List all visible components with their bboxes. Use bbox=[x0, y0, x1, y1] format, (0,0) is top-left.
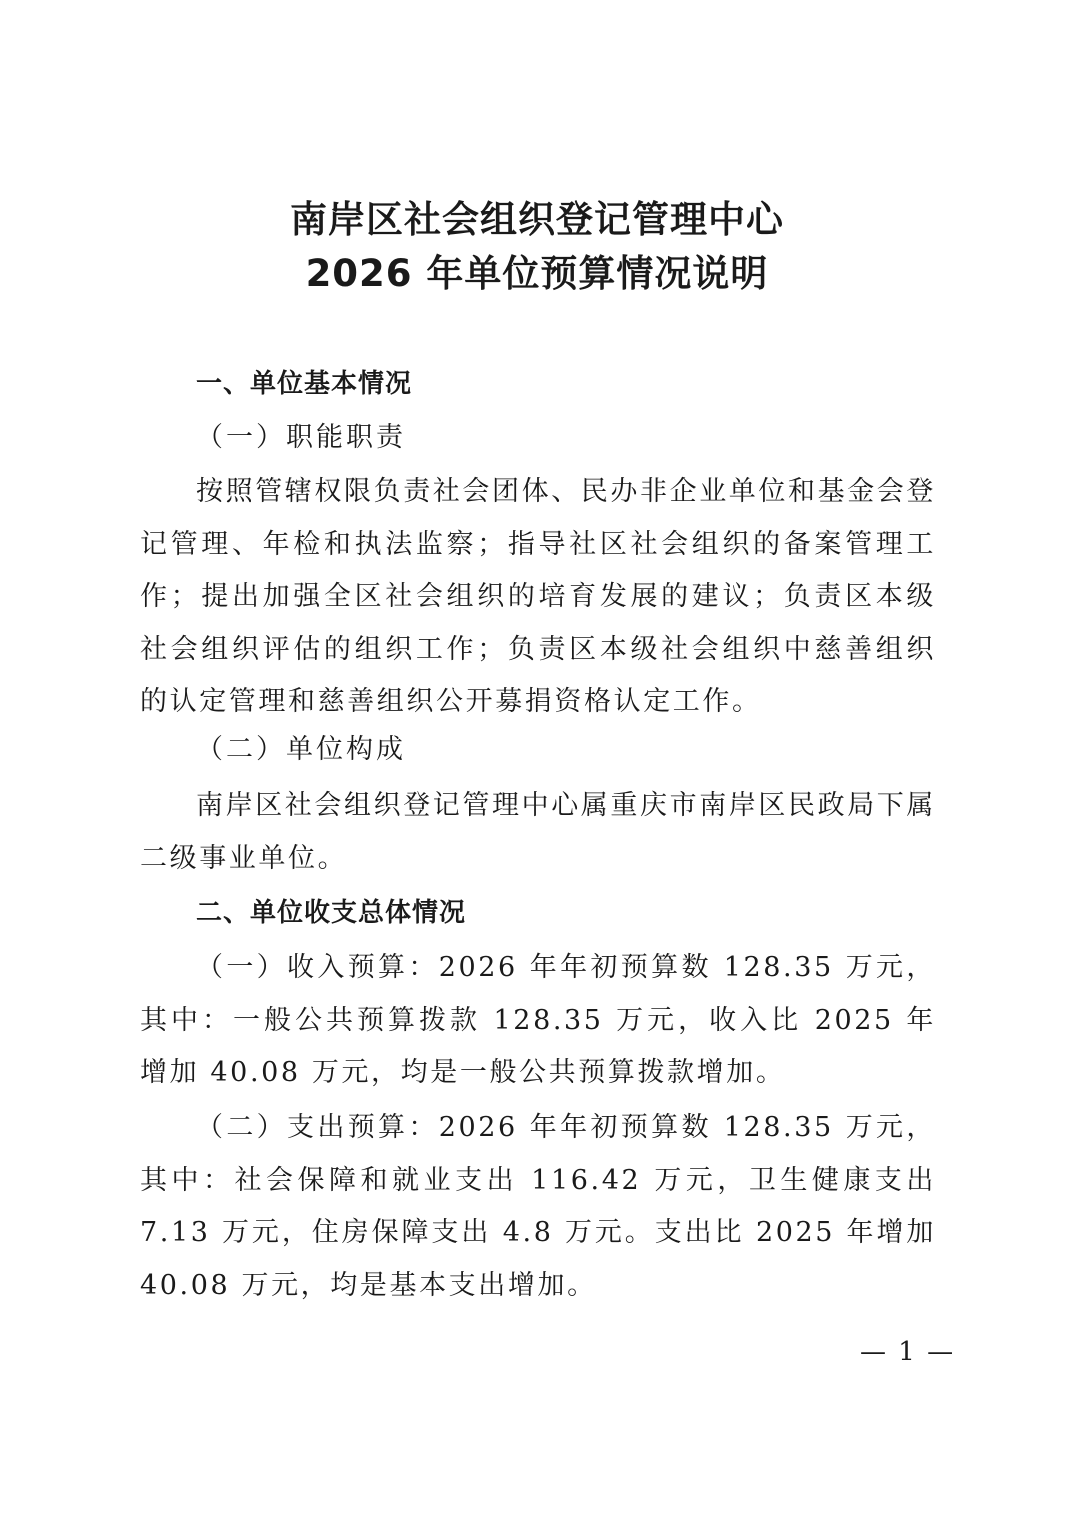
section2-expense-paragraph bbox=[140, 1102, 936, 1312]
document-title-line2: 2026 年单位预算情况说明 bbox=[305, 252, 769, 295]
income-label: （一）收入预算： bbox=[196, 952, 439, 983]
page-number: — 1 — bbox=[860, 1337, 956, 1367]
section2-heading: 二、单位收支总体情况 bbox=[196, 898, 467, 928]
section2-income-paragraph bbox=[140, 942, 936, 1100]
section1-sub1-paragraph: 按照管辖权限负责社会团体、民办非企业单位和基金会登记管理、年检和执法监察；指导社区社会组织的备案管理工作；提出加强全区社会组织的培育发展的建议；负责区本级社会组织评估的组织工作；负责区本级社会组织中慈善组织的认定管理和慈善组织公开募捐资格认定工作。 bbox=[140, 476, 936, 717]
section1-sub1-heading: （一）职能职责 bbox=[196, 422, 406, 453]
expense-text: 2026 年年初预算数 128.35 万元，其中：社会保障和就业支出 116.42 万元，卫生健康支出 7.13 万元，住房保障支出 4.8 万元。支出比 2025 年增加 40.08 万元，均是基本支出增加。 bbox=[140, 1112, 936, 1301]
section1-sub2-paragraph: 南岸区社会组织登记管理中心属重庆市南岸区民政局下属二级事业单位。 bbox=[140, 790, 936, 874]
section1-heading: 一、单位基本情况 bbox=[196, 369, 413, 399]
section1-sub2-heading: （二）单位构成 bbox=[196, 734, 406, 765]
income-text: 2026 年年初预算数 128.35 万元，其中：一般公共预算拨款 128.35 万元，收入比 2025 年增加 40.08 万元，均是一般公共预算拨款增加。 bbox=[140, 952, 936, 1088]
document-title-line1: 南岸区社会组织登记管理中心 bbox=[290, 198, 784, 241]
expense-label: （二）支出预算： bbox=[196, 1112, 439, 1143]
